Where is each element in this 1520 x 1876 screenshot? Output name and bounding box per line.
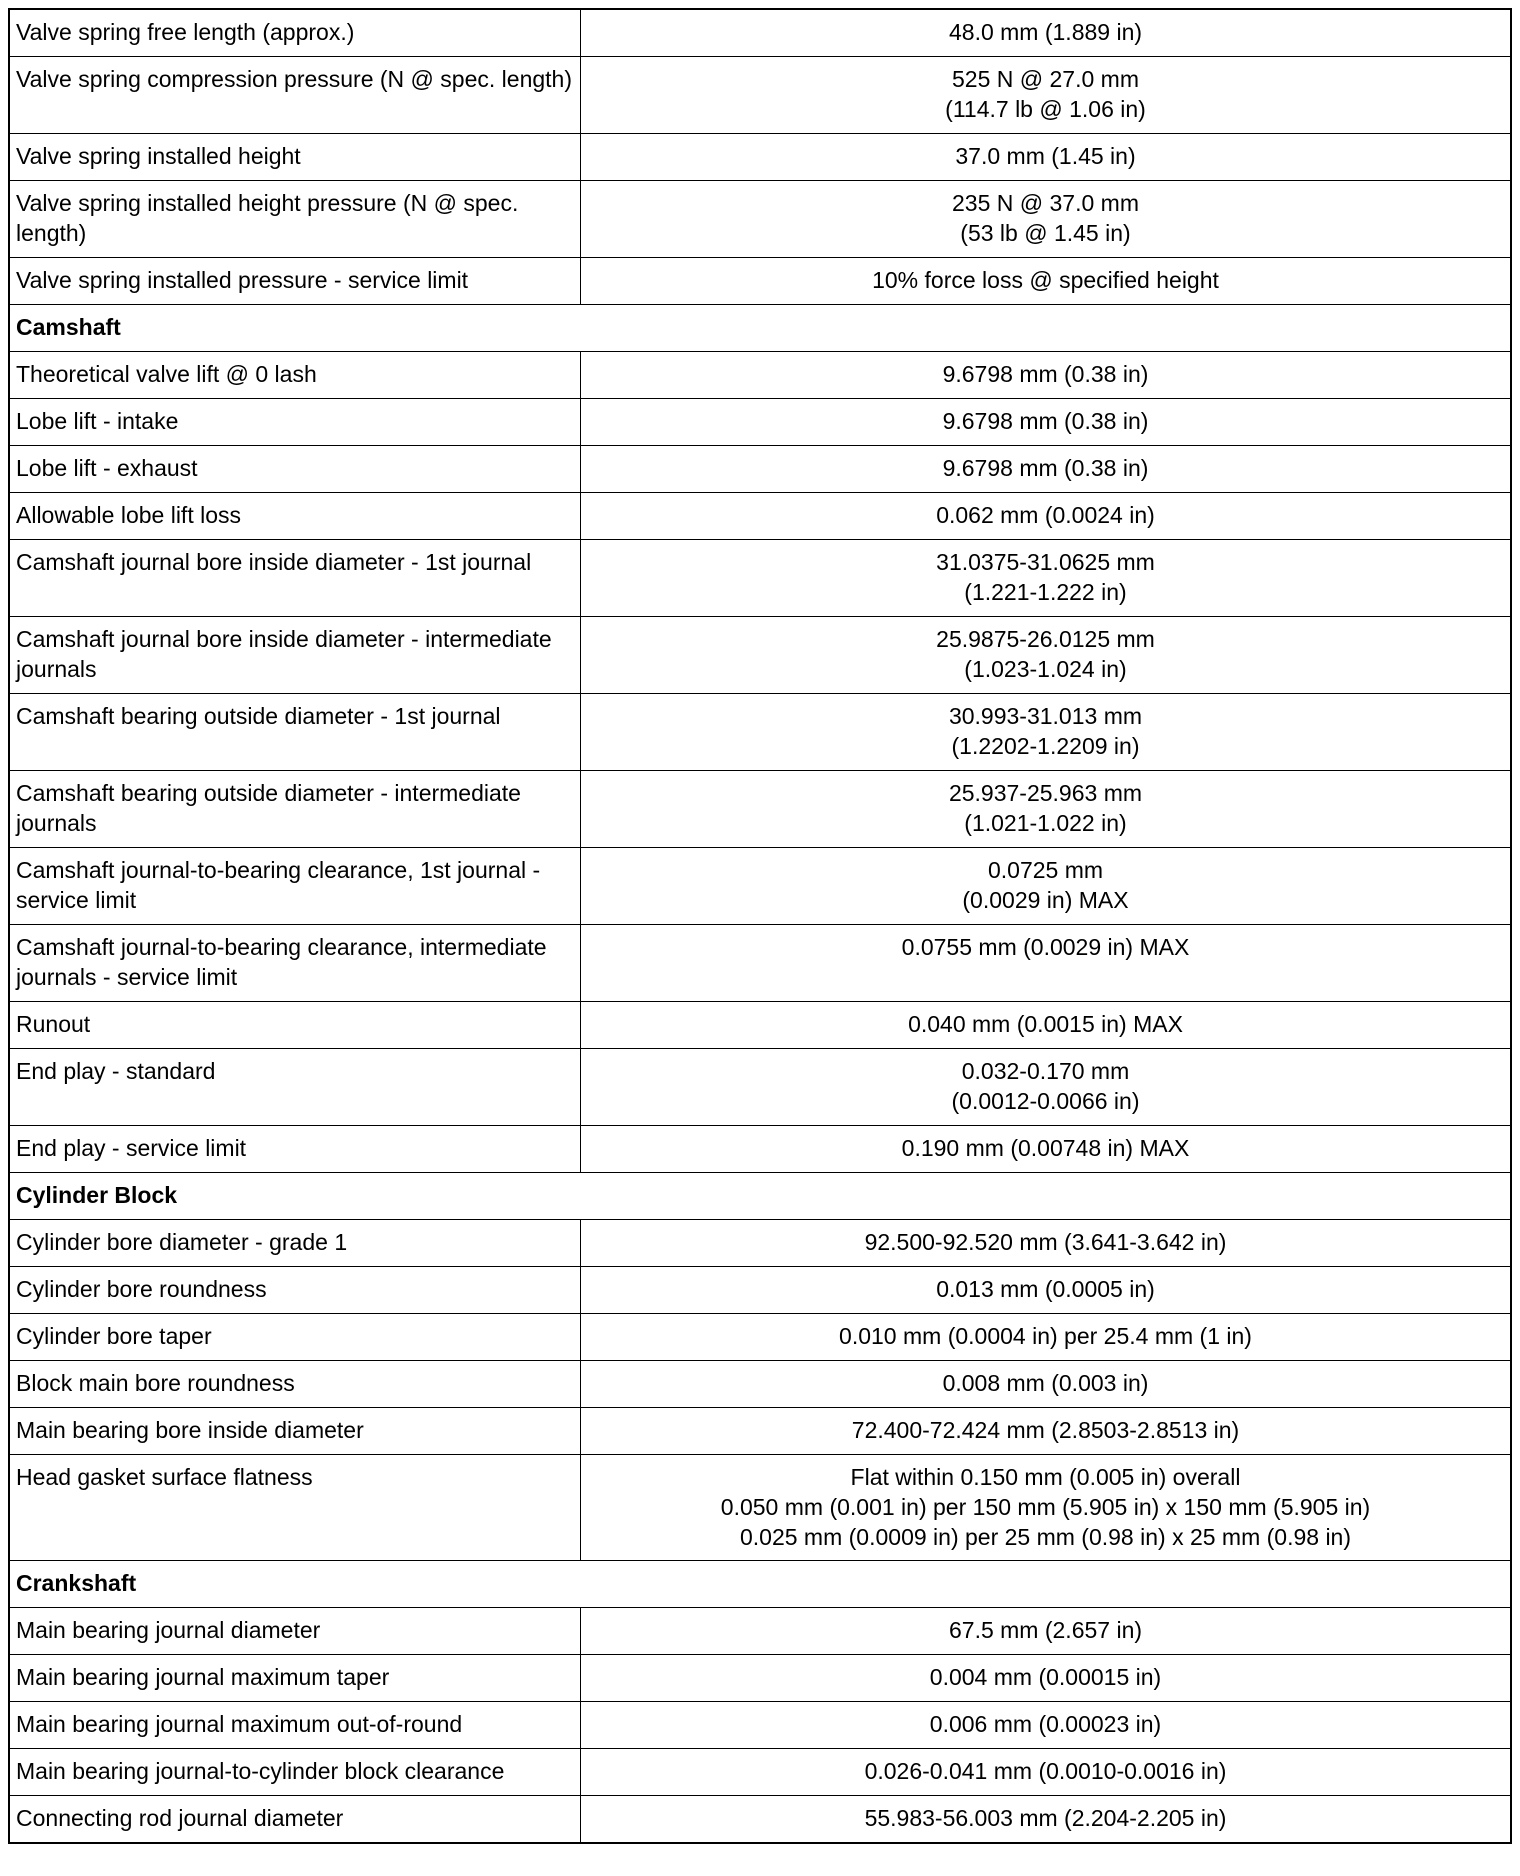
spec-value: 0.004 mm (0.00015 in) bbox=[581, 1655, 1512, 1702]
spec-value: 25.937-25.963 mm (1.021-1.022 in) bbox=[581, 771, 1512, 848]
spec-value: 0.013 mm (0.0005 in) bbox=[581, 1267, 1512, 1314]
spec-value: 0.0725 mm (0.0029 in) MAX bbox=[581, 848, 1512, 925]
table-row bbox=[9, 1002, 1511, 1049]
spec-label: Cylinder bore roundness bbox=[9, 1267, 581, 1314]
section-header-crankshaft: Crankshaft bbox=[9, 1561, 1511, 1608]
section-row bbox=[9, 1173, 1511, 1220]
spec-label: Camshaft journal-to-bearing clearance, 1st journal - service limit bbox=[9, 848, 581, 925]
spec-value: 92.500-92.520 mm (3.641-3.642 in) bbox=[581, 1220, 1512, 1267]
spec-value: 67.5 mm (2.657 in) bbox=[581, 1608, 1512, 1655]
table-row bbox=[9, 848, 1511, 925]
table-row bbox=[9, 694, 1511, 771]
spec-label: Main bearing journal-to-cylinder block clearance bbox=[9, 1749, 581, 1796]
table-row bbox=[9, 1408, 1511, 1455]
section-header-cylinder-block: Cylinder Block bbox=[9, 1173, 1511, 1220]
table-row bbox=[9, 134, 1511, 181]
table-row bbox=[9, 493, 1511, 540]
spec-value: 10% force loss @ specified height bbox=[581, 258, 1512, 305]
spec-label: Cylinder bore taper bbox=[9, 1314, 581, 1361]
spec-value: 235 N @ 37.0 mm (53 lb @ 1.45 in) bbox=[581, 181, 1512, 258]
spec-value: 48.0 mm (1.889 in) bbox=[581, 9, 1512, 57]
table-row bbox=[9, 1220, 1511, 1267]
spec-label: Cylinder bore diameter - grade 1 bbox=[9, 1220, 581, 1267]
table-row bbox=[9, 617, 1511, 694]
table-row bbox=[9, 1049, 1511, 1126]
spec-label: Theoretical valve lift @ 0 lash bbox=[9, 352, 581, 399]
spec-label: Head gasket surface flatness bbox=[9, 1455, 581, 1561]
spec-label: Valve spring free length (approx.) bbox=[9, 9, 581, 57]
spec-value: 9.6798 mm (0.38 in) bbox=[581, 352, 1512, 399]
spec-value: 0.010 mm (0.0004 in) per 25.4 mm (1 in) bbox=[581, 1314, 1512, 1361]
spec-label: Valve spring installed pressure - service limit bbox=[9, 258, 581, 305]
spec-label: Allowable lobe lift loss bbox=[9, 493, 581, 540]
table-row bbox=[9, 771, 1511, 848]
spec-label: End play - service limit bbox=[9, 1126, 581, 1173]
spec-label: Camshaft journal-to-bearing clearance, intermediate journals - service limit bbox=[9, 925, 581, 1002]
table-row bbox=[9, 258, 1511, 305]
section-row bbox=[9, 305, 1511, 352]
spec-label: Main bearing journal diameter bbox=[9, 1608, 581, 1655]
spec-value: Flat within 0.150 mm (0.005 in) overall 0.050 mm (0.001 in) per 150 mm (5.905 in) x 150 mm (5.905 in) 0.025 mm (0.0009 in) per 25 mm (0.98 in) x 25 mm (0.98 in) bbox=[581, 1455, 1512, 1561]
spec-value: 72.400-72.424 mm (2.8503-2.8513 in) bbox=[581, 1408, 1512, 1455]
spec-label: Connecting rod journal diameter bbox=[9, 1796, 581, 1844]
table-row bbox=[9, 399, 1511, 446]
spec-label: Main bearing bore inside diameter bbox=[9, 1408, 581, 1455]
spec-label: Lobe lift - intake bbox=[9, 399, 581, 446]
spec-value: 9.6798 mm (0.38 in) bbox=[581, 446, 1512, 493]
section-row bbox=[9, 1561, 1511, 1608]
table-row bbox=[9, 1267, 1511, 1314]
spec-value: 0.190 mm (0.00748 in) MAX bbox=[581, 1126, 1512, 1173]
spec-value: 30.993-31.013 mm (1.2202-1.2209 in) bbox=[581, 694, 1512, 771]
spec-value: 9.6798 mm (0.38 in) bbox=[581, 399, 1512, 446]
spec-value: 525 N @ 27.0 mm (114.7 lb @ 1.06 in) bbox=[581, 57, 1512, 134]
table-row bbox=[9, 1361, 1511, 1408]
table-row bbox=[9, 1608, 1511, 1655]
spec-value: 0.0755 mm (0.0029 in) MAX bbox=[581, 925, 1512, 1002]
spec-label: Valve spring installed height bbox=[9, 134, 581, 181]
table-row bbox=[9, 181, 1511, 258]
spec-label: Lobe lift - exhaust bbox=[9, 446, 581, 493]
table-row bbox=[9, 1702, 1511, 1749]
spec-label: End play - standard bbox=[9, 1049, 581, 1126]
spec-value: 37.0 mm (1.45 in) bbox=[581, 134, 1512, 181]
spec-label: Main bearing journal maximum out-of-round bbox=[9, 1702, 581, 1749]
spec-value: 55.983-56.003 mm (2.204-2.205 in) bbox=[581, 1796, 1512, 1844]
spec-label: Valve spring compression pressure (N @ spec. length) bbox=[9, 57, 581, 134]
spec-value: 0.032-0.170 mm (0.0012-0.0066 in) bbox=[581, 1049, 1512, 1126]
section-header-camshaft: Camshaft bbox=[9, 305, 1511, 352]
table-row bbox=[9, 1655, 1511, 1702]
spec-value: 0.008 mm (0.003 in) bbox=[581, 1361, 1512, 1408]
table-row bbox=[9, 1314, 1511, 1361]
table-row bbox=[9, 9, 1511, 57]
spec-label: Camshaft journal bore inside diameter - intermediate journals bbox=[9, 617, 581, 694]
table-row bbox=[9, 925, 1511, 1002]
table-row bbox=[9, 446, 1511, 493]
spec-value: 0.040 mm (0.0015 in) MAX bbox=[581, 1002, 1512, 1049]
spec-value: 0.026-0.041 mm (0.0010-0.0016 in) bbox=[581, 1749, 1512, 1796]
spec-label: Camshaft bearing outside diameter - 1st journal bbox=[9, 694, 581, 771]
spec-label: Camshaft journal bore inside diameter - 1st journal bbox=[9, 540, 581, 617]
spec-label: Runout bbox=[9, 1002, 581, 1049]
spec-label: Camshaft bearing outside diameter - intermediate journals bbox=[9, 771, 581, 848]
table-row bbox=[9, 57, 1511, 134]
table-row bbox=[9, 352, 1511, 399]
spec-label: Block main bore roundness bbox=[9, 1361, 581, 1408]
table-row bbox=[9, 1455, 1511, 1561]
table-row bbox=[9, 540, 1511, 617]
table-row bbox=[9, 1749, 1511, 1796]
table-row bbox=[9, 1126, 1511, 1173]
spec-value: 31.0375-31.0625 mm (1.221-1.222 in) bbox=[581, 540, 1512, 617]
spec-value: 25.9875-26.0125 mm (1.023-1.024 in) bbox=[581, 617, 1512, 694]
specification-table bbox=[8, 8, 1512, 1844]
spec-label: Main bearing journal maximum taper bbox=[9, 1655, 581, 1702]
spec-value: 0.062 mm (0.0024 in) bbox=[581, 493, 1512, 540]
spec-value: 0.006 mm (0.00023 in) bbox=[581, 1702, 1512, 1749]
table-row bbox=[9, 1796, 1511, 1844]
spec-label: Valve spring installed height pressure (N @ spec. length) bbox=[9, 181, 581, 258]
